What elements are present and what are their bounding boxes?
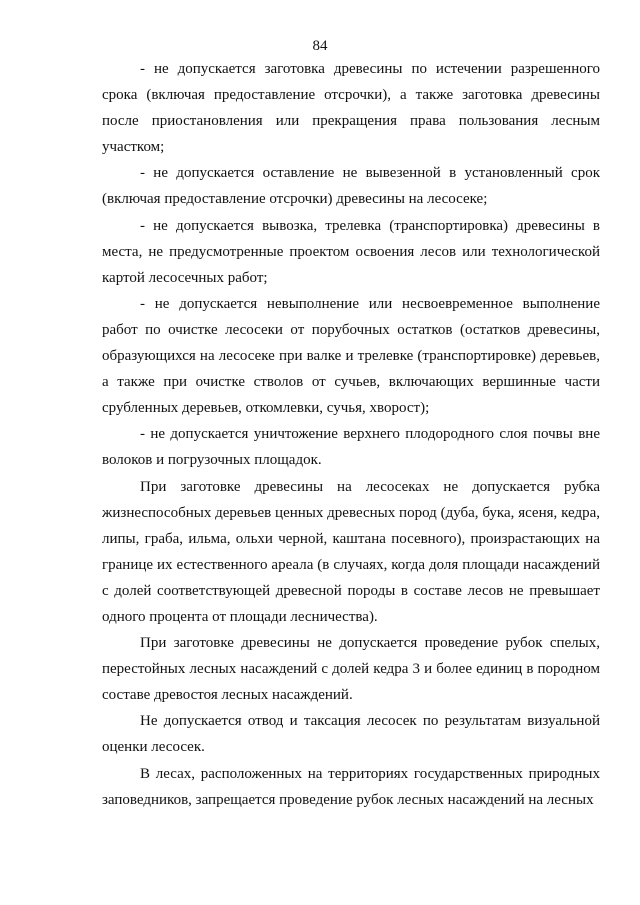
paragraph-valuable-species: При заготовке древесины на лесосеках не допускается рубка жизнеспособных деревьев ценных древесных пород (дуба, бука, ясеня, кедра, липы, граба, ильма, ольхи черной, каштана посевного), произрастающих на границе их естественного ареала (в случаях, когда доля площади насаждений с долей соответствующей древесной породы в составе лесов не превышает одного процента от площади лесничества). — [102, 478, 600, 625]
paragraph-ban-cleanup: - не допускается невыполнение или несвоевременное выполнение работ по очистке лесосеки от порубочных остатков (остатков древесины, образующихся на лесосеке при валке и трелевке (транспортировке) деревьев, а также при очистке стволов от сучьев, включающих вершинные части срубленных деревьев, откомлевки, сучья, хворост); — [102, 295, 600, 417]
paragraph-ban-unremoved-timber: - не допускается оставление не вывезенной в установленный срок (включая предоставление отсрочки) древесины на лесосеке; — [102, 165, 600, 208]
body-text — [102, 56, 600, 813]
paragraph-ban-expired-term: - не допускается заготовка древесины по истечении разрешенного срока (включая предоставление отсрочки), а также заготовка древесины после приостановления или прекращения права пользования лесным участком; — [102, 61, 600, 156]
paragraph-ban-topsoil: - не допускается уничтожение верхнего плодородного слоя почвы вне волоков и погрузочных площадок. — [102, 426, 600, 469]
paragraph-visual-assessment: Не допускается отвод и таксация лесосек по результатам визуальной оценки лесосек. — [102, 713, 600, 756]
page-number: 84 — [312, 38, 328, 54]
paragraph-reserves: В лесах, расположенных на территориях государственных природных заповедников, запрещается проведение рубок лесных насаждений на лесных — [102, 765, 600, 808]
paragraph-ban-hauling: - не допускается вывозка, трелевка (транспортировка) древесины в места, не предусмотренные проектом освоения лесов или технологической картой лесосечных работ; — [102, 217, 600, 286]
paragraph-cedar: При заготовке древесины не допускается проведение рубок спелых, перестойных лесных насаждений с долей кедра 3 и более единиц в породном составе древостоя лесных насаждений. — [102, 635, 600, 704]
